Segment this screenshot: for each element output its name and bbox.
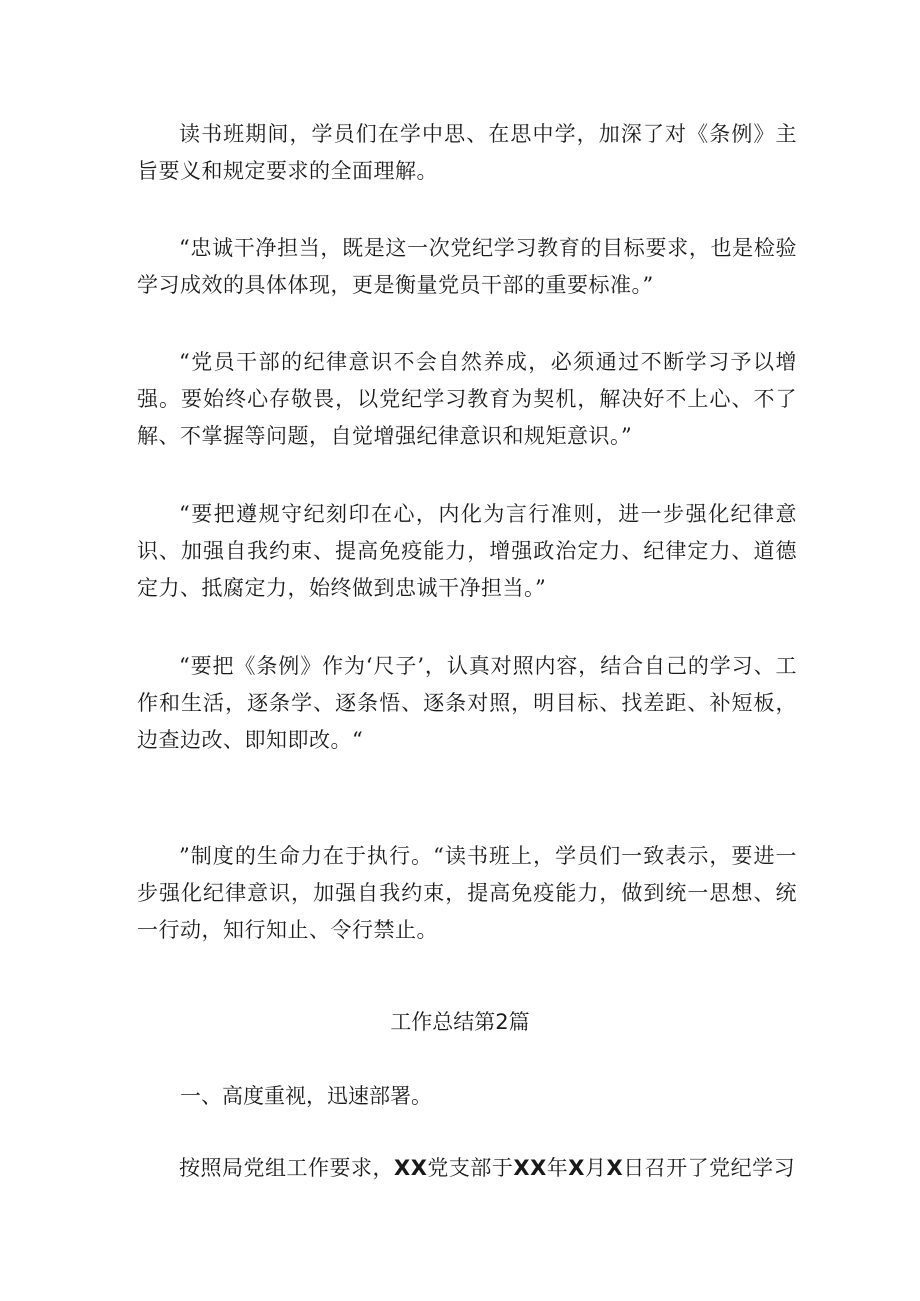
text-segment: 年 bbox=[546, 1156, 569, 1180]
text-segment: 按照局党组工作要求， bbox=[179, 1156, 394, 1180]
paragraph-4: “要把遵规守纪刻印在心，内化为言行准则，进一步强化纪律意识、加强自我约束、提高免疫能力，增强政治定力、纪律定力、道德定力、抵腐定力，始终做到忠诚干净担当。” bbox=[137, 502, 797, 600]
placeholder-xx: XX bbox=[513, 1156, 547, 1180]
section-subheading: 一、高度重视，迅速部署。 bbox=[180, 1084, 432, 1108]
placeholder-x: X bbox=[568, 1156, 585, 1180]
text-segment: 党支部于 bbox=[427, 1156, 514, 1180]
placeholder-xx: XX bbox=[394, 1156, 428, 1180]
paragraph-3: “党员干部的纪律意识不会自然养成，必须通过不断学习予以增强。要始终心存敬畏，以党纪学习教育为契机，解决好不上心、不了解、不掌握等问题，自觉增强纪律意识和规矩意识。” bbox=[137, 350, 797, 448]
paragraph-5: “要把《条例》作为‘尺子’，认真对照内容，结合自己的学习、工作和生活，逐条学、逐条悟、逐条对照，明目标、找差距、补短板，边查边改、即知即改。“ bbox=[137, 654, 797, 752]
section-title: 工作总结第2篇 bbox=[390, 1010, 530, 1034]
text-segment: 月 bbox=[584, 1156, 607, 1180]
paragraph-6: ”制度的生命力在于执行。“读书班上，学员们一致表示，要进一步强化纪律意识，加强自我约束，提高免疫能力，做到统一思想、统一行动，知行知止、令行禁止。 bbox=[137, 844, 797, 942]
paragraph-7 bbox=[137, 1150, 797, 1187]
paragraph-1: 读书班期间，学员们在学中思、在思中学，加深了对《条例》主旨要义和规定要求的全面理解。 bbox=[137, 122, 797, 183]
placeholder-x: X bbox=[606, 1156, 624, 1180]
text-segment: 日召开了党纪学习 bbox=[623, 1156, 796, 1180]
paragraph-2: “忠诚干净担当，既是这一次党纪学习教育的目标要求，也是检验学习成效的具体体现，更是衡量党员干部的重要标准。” bbox=[137, 236, 797, 297]
